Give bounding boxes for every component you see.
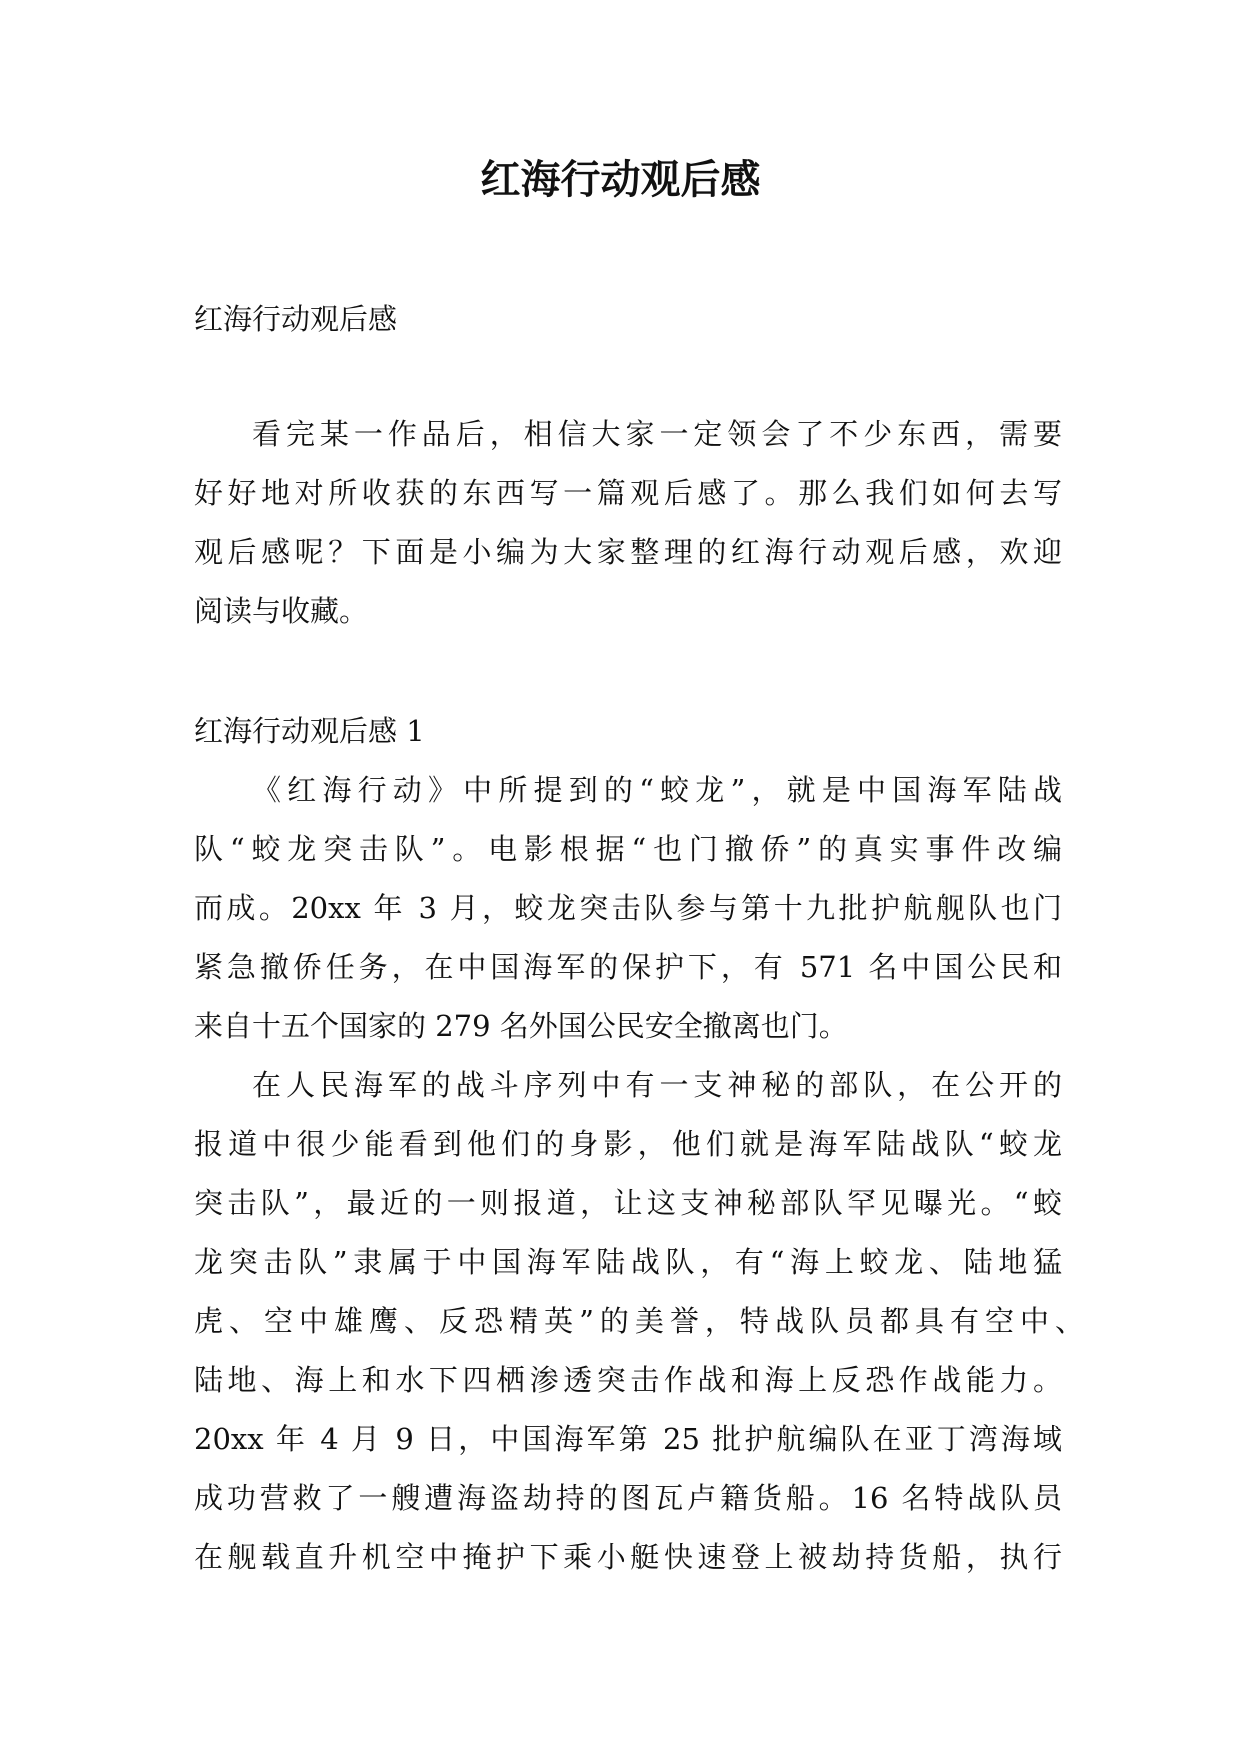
section-1 (194, 702, 1084, 1587)
text-line: 紧急撤侨任务，在中国海军的保护下，有 571 名中国公民和 (194, 950, 1062, 984)
text-line: 成功营救了一艘遭海盗劫持的图瓦卢籍货船。16 名特战队员 (194, 1481, 1062, 1515)
text-line: 看完某一作品后，相信大家一定领会了不少东西，需要 (252, 417, 1062, 451)
text-line: 好好地对所收获的东西写一篇观后感了。那么我们如何去写 (194, 476, 1062, 510)
text-line: 在舰载直升机空中掩护下乘小艇快速登上被劫持货船，执行 (194, 1540, 1062, 1574)
text-line: 《红海行动》中所提到的“蛟龙”，就是中国海军陆战 (252, 773, 1062, 807)
text-line: 陆地、海上和水下四栖渗透突击作战和海上反恐作战能力。 (194, 1363, 1062, 1397)
text-line: 来自十五个国家的 279 名外国公民安全撤离也门。 (194, 1009, 848, 1043)
document-title: 红海行动观后感 (480, 157, 761, 203)
text-line: 阅读与收藏。 (194, 594, 369, 628)
intro-paragraph (194, 405, 1062, 641)
text-line: 队“蛟龙突击队”。电影根据“也门撤侨”的真实事件改编 (194, 832, 1062, 866)
text-line: 20xx 年 4 月 9 日，中国海军第 25 批护航编队在亚丁湾海域 (194, 1422, 1062, 1456)
text-line: 观后感呢？下面是小编为大家整理的红海行动观后感，欢迎 (194, 535, 1062, 569)
subheading (194, 290, 1062, 349)
text-line: 而成。20xx 年 3 月，蛟龙突击队参与第十九批护航舰队也门 (194, 891, 1062, 925)
text-line: 虎、空中雄鹰、反恐精英”的美誉，特战队员都具有空中、 (194, 1304, 1084, 1338)
text-line: 龙突击队”隶属于中国海军陆战队，有“海上蛟龙、陆地猛 (194, 1245, 1062, 1279)
text-line: 报道中很少能看到他们的身影，他们就是海军陆战队“蛟龙 (194, 1127, 1062, 1161)
text-line: 突击队”，最近的一则报道，让这支神秘部队罕见曝光。“蛟 (194, 1186, 1062, 1220)
section-heading: 红海行动观后感 1 (194, 714, 425, 748)
text-line: 在人民海军的战斗序列中有一支神秘的部队，在公开的 (252, 1068, 1062, 1102)
subheading-text: 红海行动观后感 (194, 302, 398, 336)
